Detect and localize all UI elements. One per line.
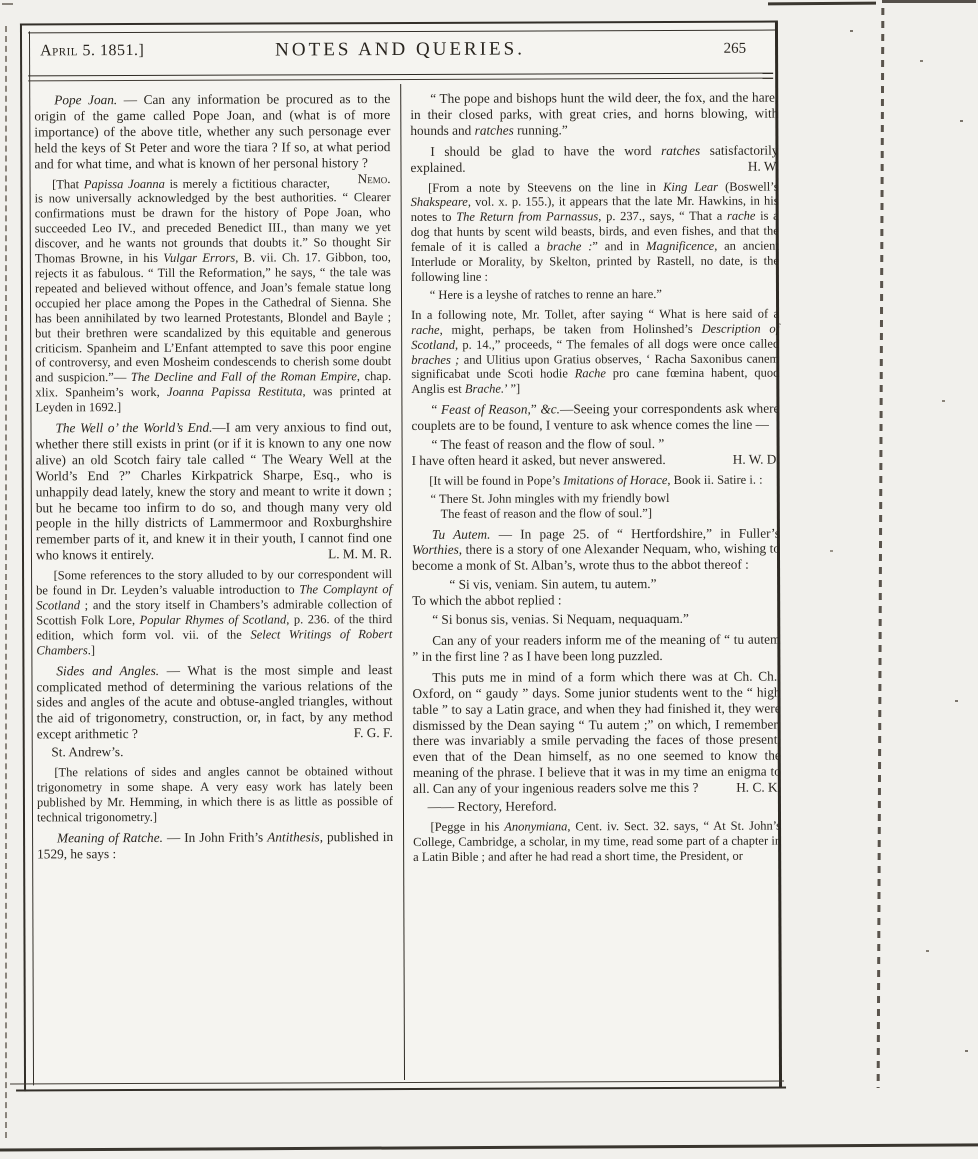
text-run: “ Si vis, veniam. Sin autem, tu autem.” (449, 576, 657, 593)
signature: H. W. D. (732, 451, 780, 467)
text-run: , p. 14.,” proceeds, “ The females of all dogs were once called (454, 336, 780, 352)
top-scan-line (768, 2, 876, 6)
quote-leyshe (411, 286, 779, 302)
italic-text: Vulgar Errors (163, 250, 236, 265)
text-run: [Pegge in his (430, 819, 505, 834)
text-run: “ (431, 402, 442, 418)
text-run: , B. vii. Ch. 17. Gibbon, too, rejects it as fabulous. “ Till the Reformation,” he says, “ the tale was repeated and believed without offence, and Joan’s female statue long occupied her place among the Popes in the Cathedral of Sienna. She has been annihilated by two learned Protestants, Blondel and Bayle ; but their brethren were scandalized by this equitable and generous criticism. Spanheim and L’Enfant attempted to save this poor engine of controversy, and even Mosheim condescends to cherish some doubt and suspicion.”— (34, 250, 392, 385)
query-tu-autem-question (412, 632, 780, 665)
text-run: .] (87, 642, 96, 657)
signature: Nemo. (357, 170, 391, 186)
text-run: Can any of your readers inform me of the meaning of “ tu autem ” in the first line ? as I have been long puzzled. (412, 631, 781, 664)
text-run: is a dog that hunts by scent wild beasts, birds, and even fishes, and that the female of it is called a (410, 208, 779, 255)
text-run: In a following note, Mr. Tollet, after saying “ What is here said of a (411, 306, 780, 322)
italic-text: Imitations of Horace (563, 472, 668, 488)
italic-text: Brache. (464, 381, 505, 397)
text-run: —I am very anxious to find out, whether there still exists in print (or if it is known to any one now alive) an old Scotch fairy tale called “ The Weary Well at the World’s End ?” Charles Kirkpatrick Sharpe, Esq., who is unhappily dead lately, knew the story and meant to write it down ; but he became too infirm to do so, and though many very old people in the hilly districts of Lammermoor and Roxburghshire remember parts of it, and knew it in their youth, I cannot find one who knows it entirely. (35, 419, 392, 563)
italic-text: Magnificence (646, 238, 715, 254)
text-run: [From a note by Steevens on the line in (428, 179, 664, 195)
text-run: (Boswell’s (718, 179, 779, 194)
signature: F. G. F. (353, 725, 393, 741)
italic-text: ratches (474, 122, 514, 138)
text-run: This puts me in mind of a form which there was at Ch. Ch., Oxford, on “ gaudy ” days. Some junior students went to the “ high table ” to say a Latin grace, and when they had finished it, they were dismissed by the Dean saying “ Tu autem ;” on which, I remember, there was invariably a smile pervading the faces of those present, even that of the Dean himself, as no one seemed to know the meaning of the phrase. I believe that it was in my time an enigma to all. Can any of your ingenious readers solve me this ? (412, 668, 781, 797)
next-page-edge-band (877, 8, 885, 1088)
italic-text: &c. (540, 401, 561, 417)
italic-text: The Complaynt of Scotland (36, 582, 393, 613)
left-scan-edge-dashes (5, 26, 7, 1138)
text-run: I have often heard it asked, but never answered. (411, 451, 666, 468)
text-run: , was printed at Leyden in 1692.] (35, 384, 392, 415)
italic-text: Select Writings of Robert Chambers (36, 626, 393, 658)
quote-si-bonus (412, 611, 780, 628)
query-meaning-of-ratche (37, 829, 393, 862)
italic-text: Popular Rhymes of Scotland (139, 612, 287, 627)
text-run: “ The pope and bishops hunt the wild deer, the fox, and the hare, in their closed parks, with great cries, and horns blowing, with hounds and (410, 89, 779, 138)
page-border-bottom-inner (10, 1081, 784, 1085)
text-run: satisfactorily explained. (410, 142, 779, 175)
text-run: , Book ii. Satire i. : (667, 472, 763, 487)
italic-text: Feast of Reason, (440, 401, 531, 418)
text-run: —— Rectory, Hereford. (427, 798, 557, 814)
editor-note-pegge (413, 819, 781, 865)
text-run: ’ ”] (504, 381, 521, 396)
italic-text: ratches (661, 142, 701, 158)
issue-date: April 5. 1851.] (40, 41, 145, 60)
query-ratches-request (410, 142, 778, 175)
text-run: is merely a fictitious character, is now universally acknowledged by the best authorities. “ Clearer confirmations must be drawn for the history of Pope Joan, who succeeded Leo IV., and preceded Benedict III., than many we yet discover, and he wants not grounds that doubts it.” So thought Sir Thomas Browne, in his (34, 175, 391, 266)
header-rule (28, 73, 773, 77)
query-feast-of-reason (411, 401, 779, 434)
scan-speckles (850, 30, 853, 32)
italic-text: Anonymiana (504, 819, 568, 834)
italic-text: rache (411, 322, 440, 337)
top-left-scan-mark (2, 3, 13, 5)
page-border-top (20, 21, 778, 26)
text-run: [Some references to the story alluded to by our correspondent will be found in Dr. Leyden’s valuable introduction to (36, 567, 393, 598)
text-abbot-replied (412, 592, 780, 609)
page-number: 265 (723, 40, 747, 57)
italic-text: The Decline and Fall of the Roman Empire (130, 369, 357, 385)
text-run: I should be glad to have the word (430, 142, 662, 159)
italic-text: Papissa Joanna (83, 176, 165, 191)
editor-note-ratches (411, 179, 779, 285)
signature: H. W. (747, 158, 779, 174)
text-run: , Cent. iv. Sect. 32. says, “ At St. John’s College, Cambridge, a scholar, in my time, read some part of a chapter in a Latin Bible ; and after he had read a short time, the President, or (413, 818, 782, 864)
text-run: To which the abbot replied : (412, 592, 562, 609)
query-location (37, 743, 393, 760)
italic-text: The Well o’ the World’s End. (55, 419, 213, 436)
text-run: running.” (513, 122, 568, 138)
italic-text: Antithesis (267, 829, 320, 845)
text-run: — In page 25. of “ Hertfordshire,” in Fuller’s (490, 525, 780, 542)
text-run: — Can any information be procured as to the origin of the game called Pope Joan, and (what is of more importance) of the above title, whether any such personage ever held the keys of St Peter and wore the tiara ? If so, at what period and for what time, and what is known of her personal history ? (34, 91, 391, 172)
page-border-bottom (16, 1087, 786, 1092)
right-column (410, 85, 781, 865)
text-run: —Seeing your correspondents ask where couplets are to be found, I venture to ask whence comes the line — (411, 400, 780, 434)
signature: L. M. M. R. (328, 546, 393, 562)
query-tu-autem (412, 525, 780, 574)
text-run: ; and the story itself in Chambers’s admirable collection of Scottish Folk Lore, (36, 597, 393, 628)
page-border-left-inner (29, 31, 34, 1085)
text-run: — In John Frith’s (162, 829, 268, 845)
bottom-scan-line (0, 1143, 978, 1151)
text-run: , p. 236. of the third edition, which form vol. vii. of the (36, 611, 393, 643)
italic-text: Meaning of Ratche. (56, 829, 163, 846)
text-run: [It will be found in Pope’s (429, 473, 564, 488)
italic-text: Rache (574, 366, 606, 381)
signature: H. C. K. (736, 779, 781, 795)
text-run: , there is a story of one Alexander Nequam, who, wishing to become a monk of St. Alban’s, wrote thus to the abbot thereof : (412, 541, 781, 574)
page-header (32, 38, 768, 67)
verse-line-1 (412, 490, 780, 506)
italic-text: Joanna Papissa Restituta (166, 384, 303, 400)
text-run: “ The feast of reason and the flow of soul. ” (431, 436, 665, 452)
italic-text: Worthies (411, 542, 459, 558)
editor-note-tollet (411, 306, 779, 397)
top-scan-line-2 (882, 0, 976, 3)
text-run: ” and in (592, 239, 647, 254)
text-run: — What is the most simple and least complicated method of determining the various relations of the sides and angles of the acute and obtuse-angled triangles, without the aid of trigonometry, construction, or, in fact, by any method except arithmetic ? (36, 661, 393, 742)
italic-text: Shakspeare (410, 195, 468, 210)
quote-feast-line (412, 436, 780, 453)
query-sides-and-angles (36, 662, 392, 743)
extract-ratches (410, 90, 778, 139)
page-border-top-inner (28, 30, 775, 34)
column-divider (400, 84, 405, 1080)
italic-text: King Lear (663, 179, 719, 194)
text-run: , vol. x. p. 155.), it appears that the late Mr. Hawkins, in his notes to (410, 193, 779, 225)
journal-page (20, 21, 782, 1092)
text-run: , an ancient Interlude or Morality, by Skelton, printed by Rastell, no date, is the following line : (410, 238, 779, 284)
query-gaudy-days (412, 668, 780, 797)
editor-note-pope-imitations (412, 472, 780, 488)
editor-note-sides (37, 764, 393, 825)
editor-note-pope-joan (35, 176, 392, 416)
header-rule-inner (28, 78, 773, 82)
query-well-o-worlds-end (35, 419, 392, 564)
page-border-left (20, 23, 26, 1091)
text-columns (34, 85, 782, 864)
italic-text: Sides and Angles. (56, 662, 160, 678)
text-run: “ There St. John mingles with my friendly bowl (430, 490, 670, 506)
italic-text: Tu Autem. (431, 526, 491, 542)
text-run: pro cane fœmina habent, quod Anglis est (411, 365, 780, 397)
text-run: ” (530, 401, 541, 417)
text-run: “ Si bonus sis, venias. Si Nequam, nequaquam.” (432, 610, 689, 627)
verse-line-2 (412, 505, 780, 521)
journal-title: NOTES AND QUERIES. (275, 38, 526, 61)
text-run: , published in 1529, he says : (37, 828, 394, 861)
left-column (34, 86, 393, 862)
text-run: , chap. xlix. Spanheim’s work, (35, 369, 392, 400)
italic-text: rache (726, 208, 756, 224)
italic-text: brache : (546, 239, 593, 254)
text-run: “ Here is a leyshe of ratches to renne an hare.” (429, 286, 662, 302)
query-feast-close (412, 451, 780, 468)
text-run: , might, perhaps, be taken from Holinshed’s (439, 321, 702, 337)
editor-note-well (36, 567, 392, 658)
query-location-hereford (413, 798, 781, 815)
text-run: and Ulitius upon Gratius observes, ‘ Racha Saxonibus canem significabat unde Scoti hodie (411, 351, 780, 382)
text-run: The feast of reason and the flow of soul.”] (440, 505, 653, 521)
text-run: [The relations of sides and angles cannot be obtained without trigonometry in some shape. A very easy work has lately been published by Mr. Hemming, in which there is as little as possible of technical trigonometry.] (36, 764, 393, 825)
italic-text: Description of Scotland (411, 321, 780, 352)
text-run: St. Andrew’s. (51, 744, 124, 760)
text-run: [That (52, 176, 84, 191)
italic-text: The Return from Parnassus (456, 209, 599, 225)
text-run: , p. 237., says, “ That a (598, 209, 728, 224)
quote-si-vis (412, 576, 780, 593)
italic-text: braches ; (411, 352, 460, 367)
italic-text: Pope Joan. (54, 92, 118, 108)
